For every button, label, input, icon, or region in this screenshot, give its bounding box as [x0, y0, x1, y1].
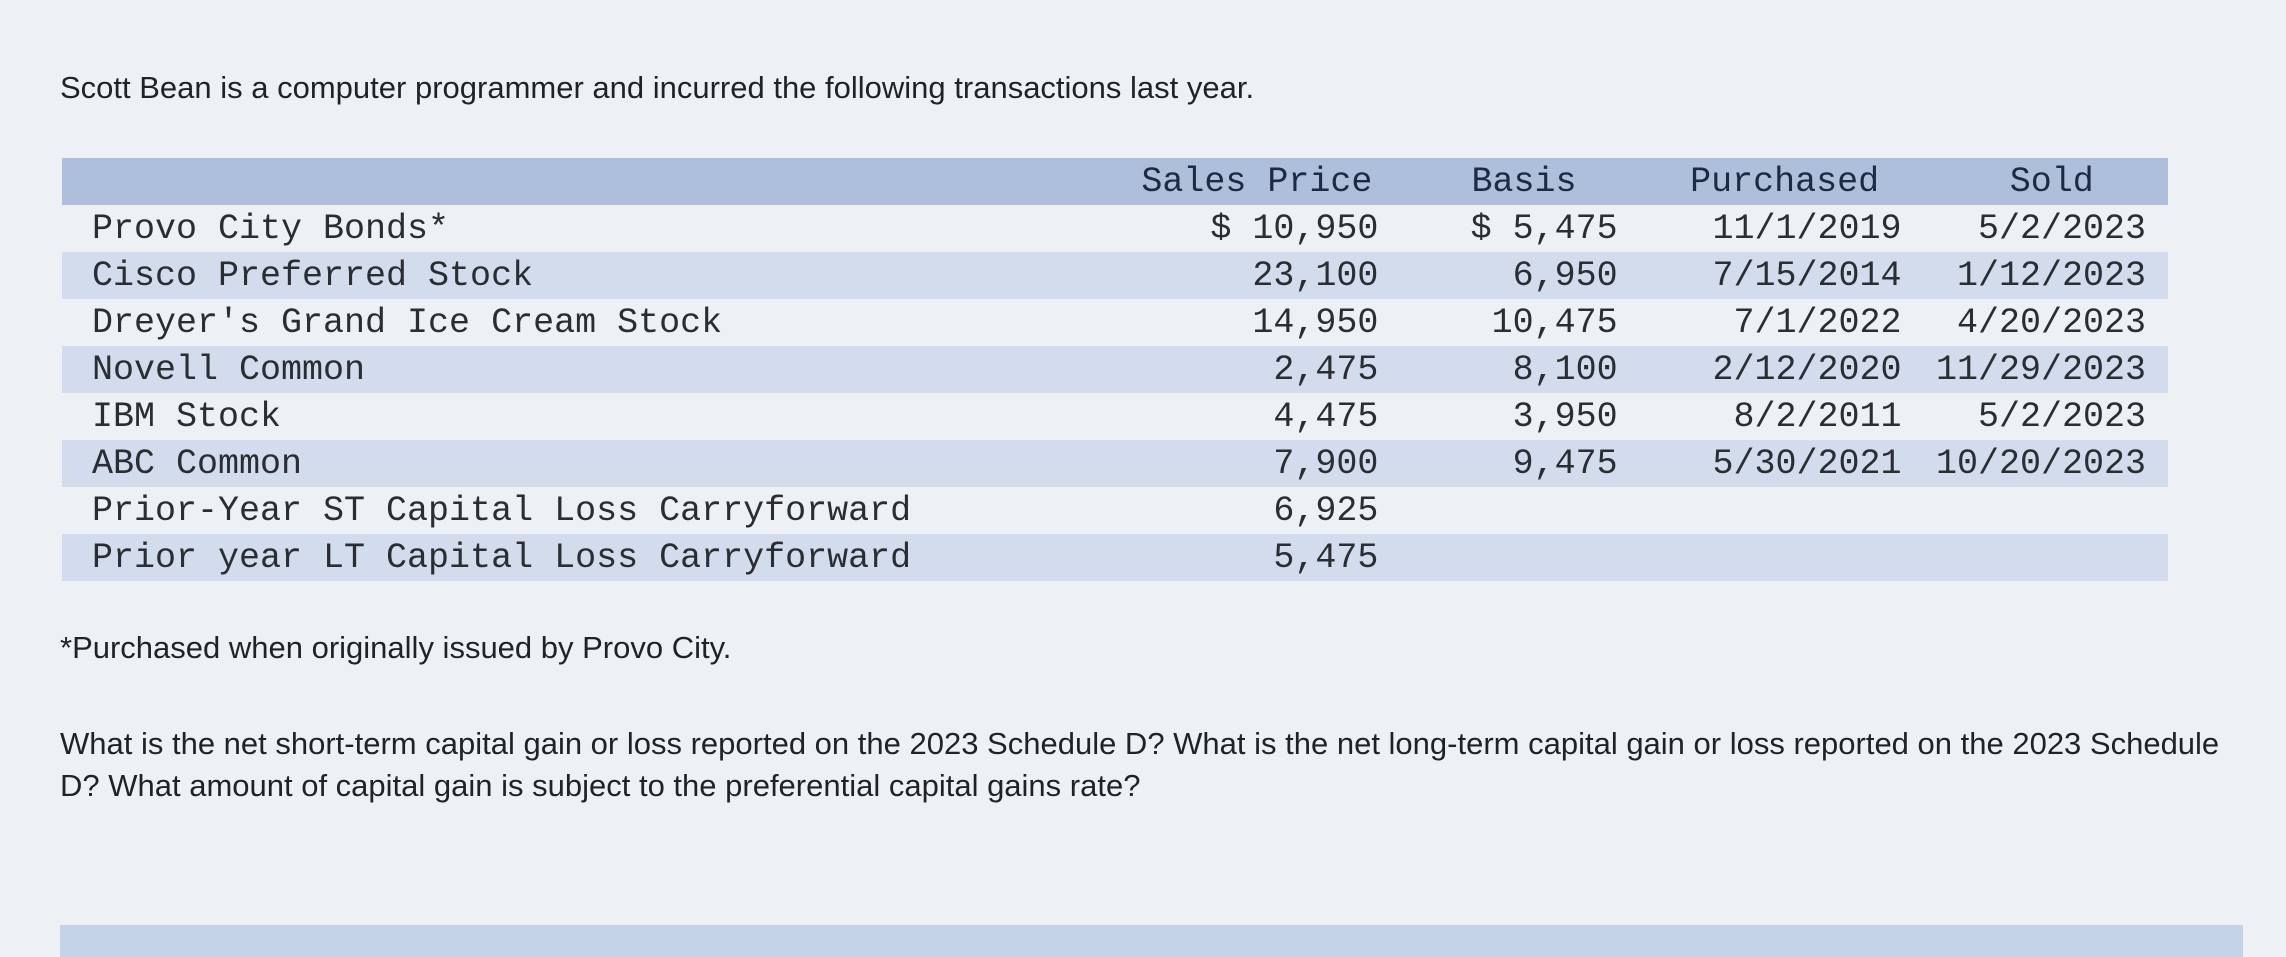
- header-description: [62, 158, 1136, 205]
- table-row: [62, 487, 2168, 534]
- cell-description: Provo City Bonds*: [92, 208, 450, 249]
- cell-description: Novell Common: [62, 346, 1136, 393]
- table-row: [62, 205, 2168, 252]
- table-row: [62, 299, 2168, 346]
- table-row: [62, 252, 2168, 299]
- cell-description: Cisco Preferred Stock: [62, 252, 1136, 299]
- cell-purchased: 8/2/2011: [1733, 396, 1902, 437]
- cell-basis: 9,475: [1384, 440, 1623, 487]
- table-row: [62, 534, 2168, 581]
- table-row: [62, 440, 2168, 487]
- cell-basis: $ 5,475: [1470, 208, 1618, 249]
- cell-sales-price: 4,475: [1273, 396, 1379, 437]
- question-text: What is the net short-term capital gain or loss reported on the 2023 Schedule D? What is the net long-term capital gain or loss reported on the 2023 Schedule D? What amount of capital gain is subject to the preferential capital gains rate?: [60, 726, 2220, 803]
- cell-sold: [1906, 534, 2168, 581]
- cell-sold: 4/20/2023: [1956, 302, 2146, 343]
- cell-sold: [1906, 487, 2168, 534]
- header-purchased: Purchased: [1624, 158, 1906, 205]
- cell-basis: 6,950: [1384, 252, 1623, 299]
- cell-description: Prior year LT Capital Loss Carryforward: [62, 534, 1136, 581]
- cell-basis: 10,475: [1491, 302, 1618, 343]
- cell-sold: 5/2/2023: [1977, 208, 2146, 249]
- intro-text: Scott Bean is a computer programmer and incurred the following transactions last year.: [60, 70, 1255, 105]
- cell-sold: 1/12/2023: [1906, 252, 2168, 299]
- cell-basis: 8,100: [1384, 346, 1623, 393]
- header-basis: Basis: [1384, 158, 1623, 205]
- cell-sold: 11/29/2023: [1906, 346, 2168, 393]
- cell-sales-price: $ 10,950: [1210, 208, 1379, 249]
- cell-basis: [1384, 534, 1623, 581]
- cell-sold: 10/20/2023: [1906, 440, 2168, 487]
- cell-purchased: [1624, 534, 1906, 581]
- cell-basis: [1384, 487, 1623, 534]
- cell-description: IBM Stock: [92, 396, 282, 437]
- cell-purchased: 7/1/2022: [1733, 302, 1902, 343]
- cell-purchased: 7/15/2014: [1624, 252, 1906, 299]
- cell-sales-price: 23,100: [1136, 252, 1384, 299]
- cell-description: Dreyer's Grand Ice Cream Stock: [92, 302, 723, 343]
- cell-sales-price: 6,925: [1273, 490, 1379, 531]
- footnote: *Purchased when originally issued by Provo City.: [60, 630, 732, 665]
- cell-sales-price: 5,475: [1136, 534, 1384, 581]
- cell-sold: 5/2/2023: [1977, 396, 2146, 437]
- transactions-table: [62, 158, 2168, 581]
- cell-sales-price: 7,900: [1136, 440, 1384, 487]
- cell-basis: 3,950: [1512, 396, 1618, 437]
- cell-description: Prior-Year ST Capital Loss Carryforward: [92, 490, 912, 531]
- cell-sales-price: 2,475: [1136, 346, 1384, 393]
- cell-purchased: [1624, 487, 1906, 534]
- cell-purchased: 2/12/2020: [1624, 346, 1906, 393]
- cell-sales-price: 14,950: [1252, 302, 1379, 343]
- header-sales-price: Sales Price: [1136, 158, 1384, 205]
- table-row: [62, 346, 2168, 393]
- cell-purchased: 11/1/2019: [1712, 208, 1902, 249]
- table-header-row: [62, 158, 2168, 205]
- header-sold: Sold: [1906, 158, 2168, 205]
- cell-purchased: 5/30/2021: [1624, 440, 1906, 487]
- cell-description: ABC Common: [62, 440, 1136, 487]
- answer-area[interactable]: [60, 925, 2243, 957]
- table-row: [62, 393, 2168, 440]
